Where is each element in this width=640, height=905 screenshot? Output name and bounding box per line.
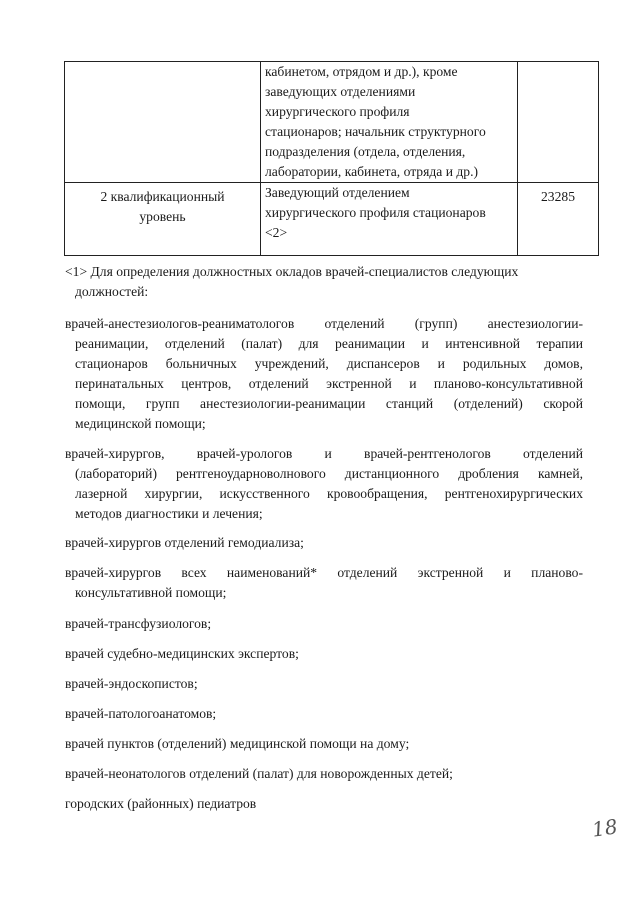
cell-text-line: хирургического профиля (265, 104, 410, 119)
item-line: (лабораторий) рентгеноударноволнового дистанционного дробления камней, (75, 466, 583, 481)
list-item (65, 764, 583, 784)
list-item (65, 533, 583, 553)
cell-text-line: лаборатории, кабинета, отряда и др.) (265, 164, 479, 179)
handwritten-page-mark: 18 (590, 814, 619, 842)
position-description-cell (261, 183, 518, 256)
item-line: врачей-хирургов всех наименований* отделений экстренной и планово- (65, 565, 583, 580)
list-item (65, 614, 583, 634)
list-item (65, 674, 583, 694)
item-line: врачей-хирургов, врачей-урологов и врачей-рентгенологов отделений (65, 446, 583, 461)
cell-text-line: стационаров; начальник структурного (265, 124, 486, 139)
item-line: перинатальных центров, отделений экстренной и планово-консультативной (75, 376, 583, 391)
list-item (65, 563, 583, 603)
item-line: медицинской помощи; (75, 416, 206, 431)
item-line: консультативной помощи; (75, 585, 227, 600)
footnote-line: <1> Для определения должностных окладов врачей-специалистов следующих (65, 264, 519, 279)
salary-cell: 23285 (518, 183, 599, 256)
cell-text-line: 2 квалификационный (100, 189, 225, 204)
item-line: врачей-трансфузиологов; (65, 616, 212, 631)
cell-text-line: кабинетом, отрядом и др.), кроме (265, 64, 458, 79)
table-row (65, 183, 599, 256)
list-item (65, 704, 583, 724)
item-line: врачей-анестезиологов-реаниматологов отделений (групп) анестезиологии- (65, 316, 583, 331)
table-row (65, 62, 599, 183)
item-line: врачей-хирургов отделений гемодиализа; (65, 535, 304, 550)
item-line: городских (районных) педиатров (65, 796, 257, 811)
item-line: реанимации, отделений (палат) для реанимации и интенсивной терапии (75, 336, 583, 351)
cell-text-line: заведующих отделениями (265, 84, 416, 99)
cell-text-line: <2> (265, 225, 288, 240)
cell-text-line: уровень (139, 209, 186, 224)
item-line: методов диагностики и лечения; (75, 506, 263, 521)
item-line: врачей-патологоанатомов; (65, 706, 217, 721)
salary-table (64, 61, 599, 256)
qualification-level-cell (65, 62, 261, 183)
item-line: врачей-неонатологов отделений (палат) для новорожденных детей; (65, 766, 453, 781)
list-item (65, 444, 583, 524)
item-line: лазерной хирургии, искусственного кровообращения, рентгенохирургических (75, 486, 583, 501)
list-item (65, 644, 583, 664)
cell-text-line: подразделения (отдела, отделения, (265, 144, 466, 159)
item-line: врачей пунктов (отделений) медицинской помощи на дому; (65, 736, 410, 751)
item-line: врачей судебно-медицинских экспертов; (65, 646, 299, 661)
cell-text-line: хирургического профиля стационаров (265, 205, 486, 220)
item-line: врачей-эндоскопистов; (65, 676, 198, 691)
qualification-level-cell (65, 183, 261, 256)
item-line: помощи, групп анестезиологии-реанимации станций (отделений) скорой (75, 396, 583, 411)
list-item (65, 734, 583, 754)
list-item (65, 314, 583, 434)
salary-cell (518, 62, 599, 183)
item-line: стационаров больничных учреждений, диспансеров и родильных домов, (75, 356, 583, 371)
list-item (65, 794, 583, 814)
footnote-line: должностей: (75, 284, 149, 299)
footnote (65, 262, 583, 302)
cell-text-line: Заведующий отделением (265, 185, 410, 200)
position-description-cell (261, 62, 518, 183)
